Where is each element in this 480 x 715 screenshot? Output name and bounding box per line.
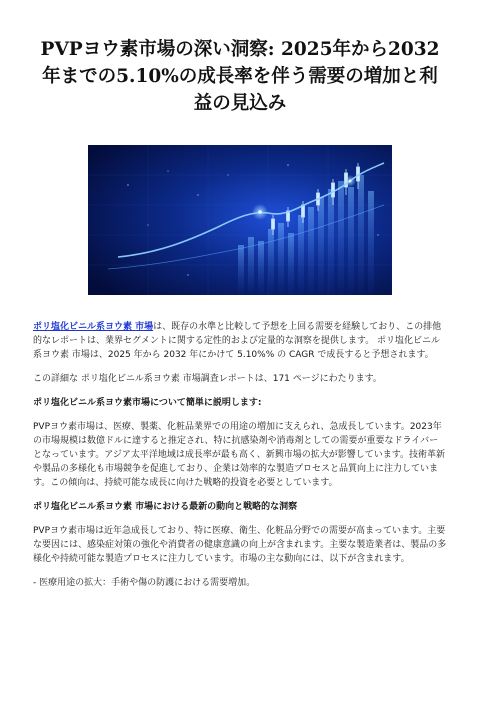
market-link[interactable]: ポリ塩化ビニル系ヨウ素 市場: [33, 322, 154, 332]
section2-body: PVPヨウ素市場は近年急成長しており、特に医療、衛生、化粧品分野での需要が高まっています。主要な要因には、感染症対策の強化や消費者の健康意識の向上が含まれます。主要な製造業者は、製品の多様化や持続可能な製造プロセスに注力しています。市場の主な動向には、以下が含まれます。: [33, 526, 447, 564]
document-page: [0, 36, 480, 715]
hero-image: [88, 145, 392, 295]
list-item: - 医療用途の拡大：手術や傷の防護における需要増加。: [33, 578, 256, 588]
report-pages-paragraph: この詳細な ポリ塩化ビニル系ヨウ素 市場調査レポートは、171 ページにわたります。: [33, 374, 382, 384]
section2-heading: ポリ塩化ビニル系ヨウ素 市場における最新の動向と戦略的な洞察: [33, 502, 298, 512]
page-title: PVPヨウ素市場の深い洞察: 2025年から2032年までの5.10%の成長率を伴う需要の増加と利益の見込み: [40, 39, 440, 114]
intro-text: は、既存の水準と比較して予想を上回る需要を経験しており、この排他的なレポートは、業界セグメントに関する定性的および定量的な洞察を提供します。 ポリ塩化ビニル系ヨウ素 市場は、2025 年から 2032 年にかけて 5.10%% の CAGR で成長すると予想されます。: [33, 322, 442, 360]
section1-heading: ポリ塩化ビニル系ヨウ素市場について簡単に説明します:: [33, 398, 262, 408]
intro-paragraph: [33, 320, 447, 362]
section1-body: PVPヨウ素市場は、医療、製薬、化粧品業界での用途の増加に支えられ、急成長しています。2023年の市場規模は数億ドルに達すると推定され、特に抗感染剤や消毒剤としての需要が重要なドライバーとなっています。アジア太平洋地域は成長率が最も高く、新興市場の拡大が影響しています。技術革新や製品の多様化も市場競争を促進しており、企業は効率的な製造プロセスと品質向上に注力しています。この傾向は、持続可能な成長に向けた戦略的投資を必要としています。: [33, 422, 446, 488]
